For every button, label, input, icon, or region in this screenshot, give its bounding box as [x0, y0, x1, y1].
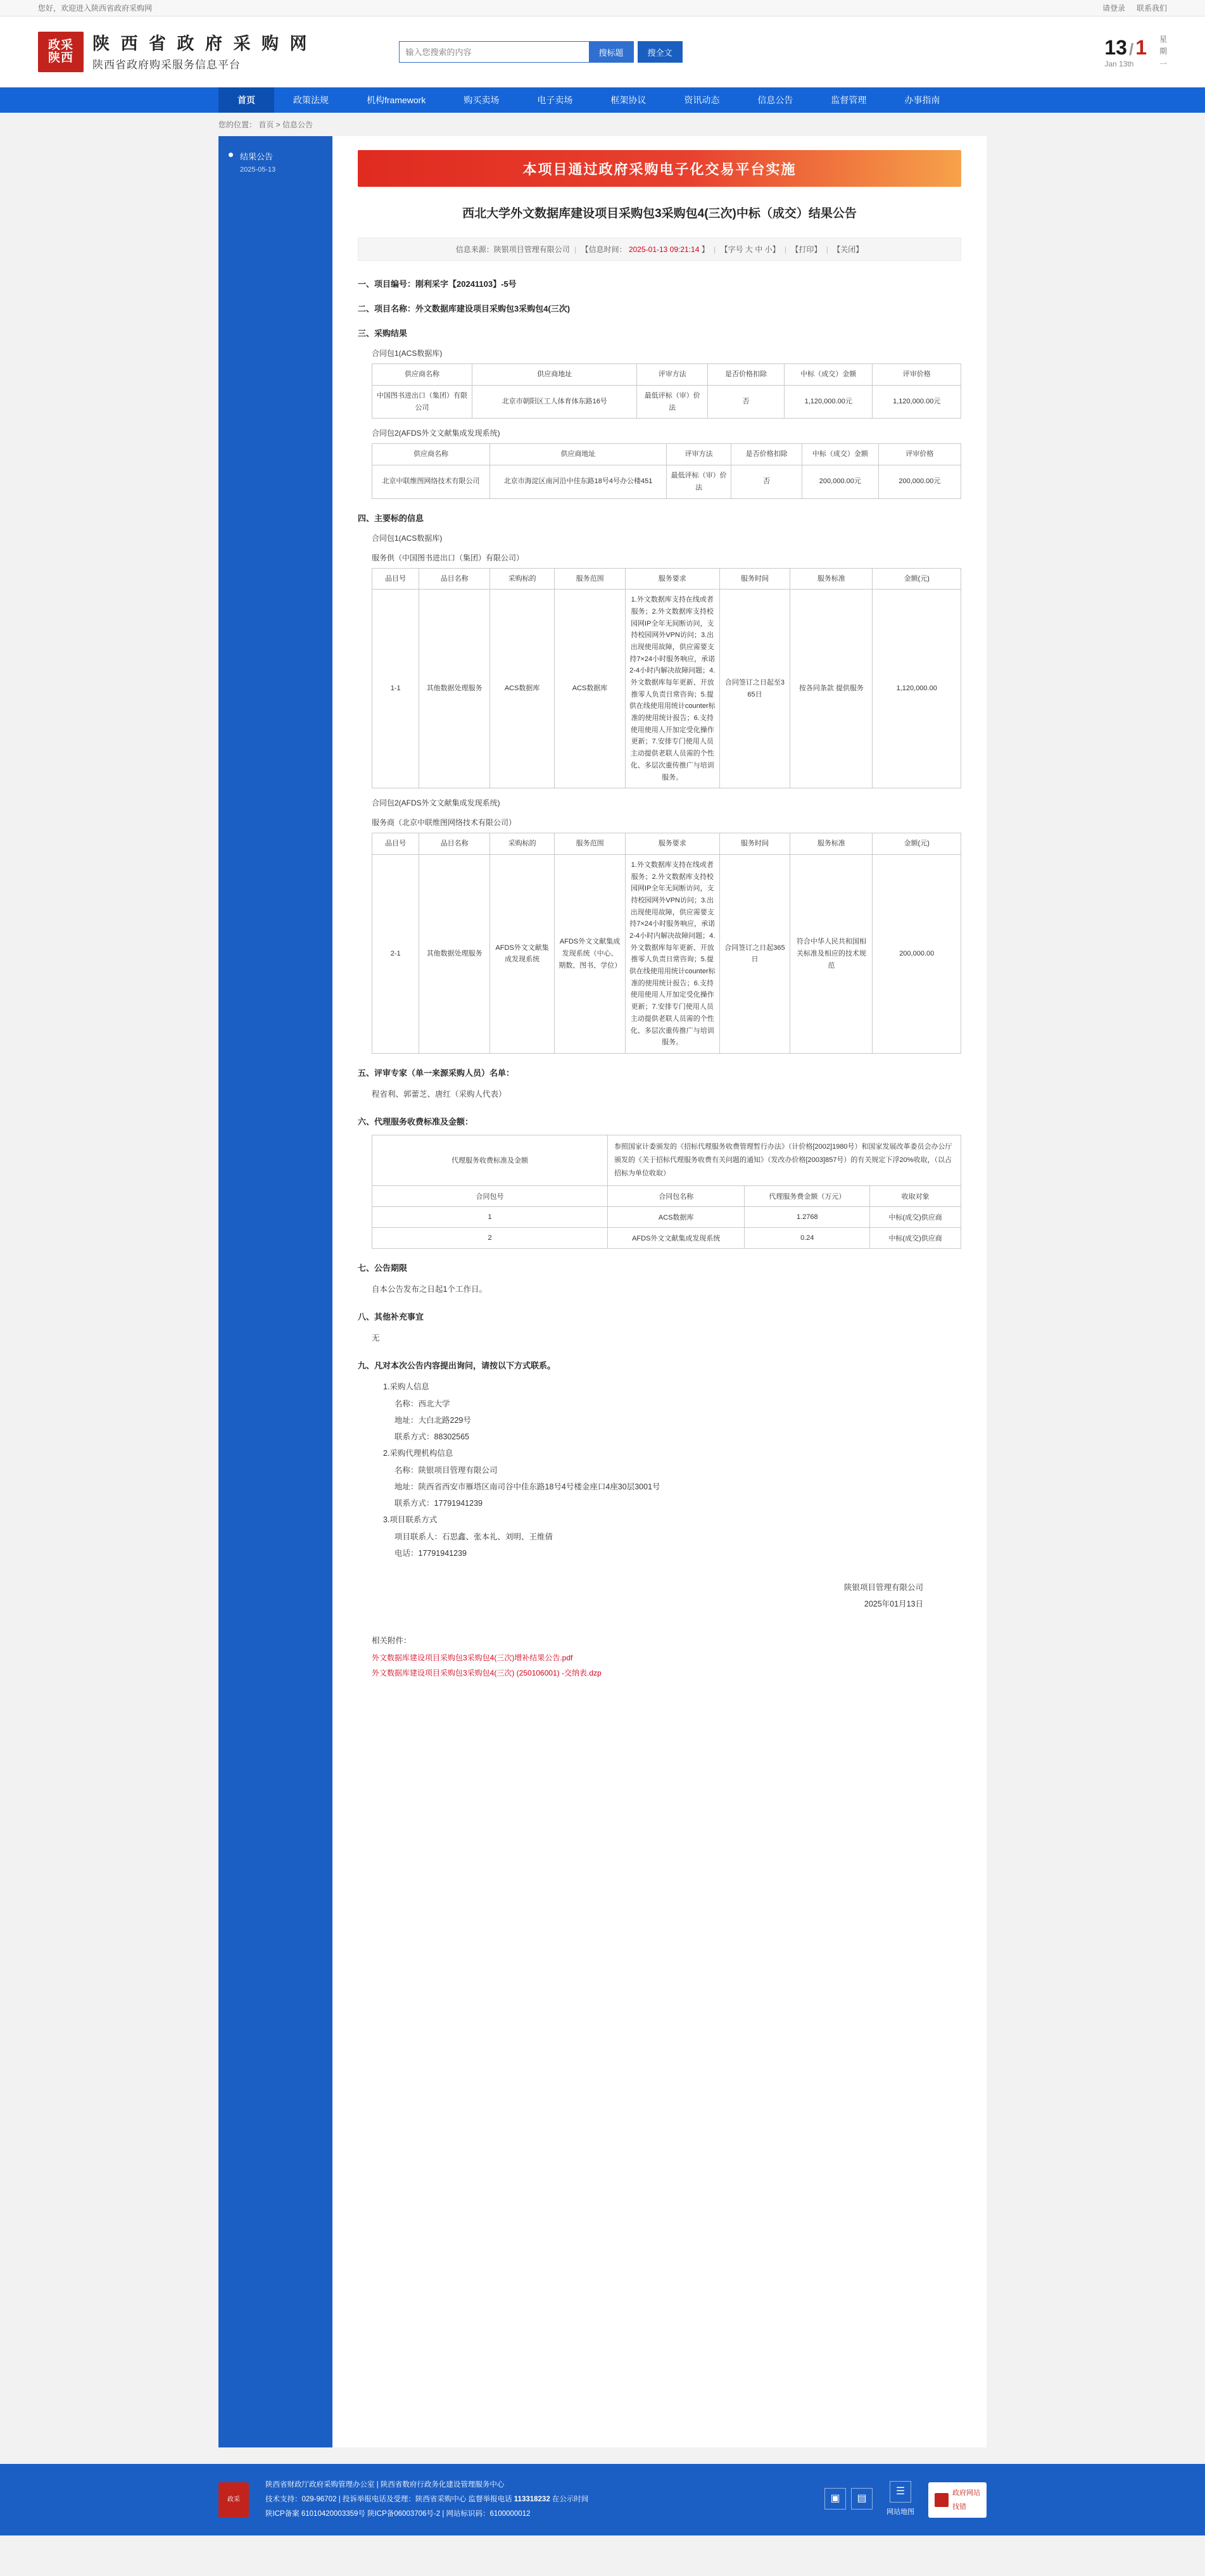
gov-website-badge[interactable] — [928, 2482, 987, 2518]
gov-badge-line1: 政府网站 — [952, 2489, 980, 2497]
col-item-no: 品目号 — [372, 833, 419, 855]
table-row — [372, 590, 961, 788]
agency-fee-table — [372, 1135, 961, 1249]
document-content — [332, 136, 987, 2447]
footer-support-text: 技术支持：029-96702 | 投诉举报电话及受理：陕西省采购中心 — [265, 2496, 467, 2503]
project-contact-persons: 项目联系人：石思鑫、张本礼、刘明、王维倩 — [394, 1532, 553, 1541]
col-amount: 金额(元) — [873, 833, 961, 855]
sidebar — [218, 136, 332, 2447]
cell-package-name: AFDS外文文献集成发现系统 — [608, 1227, 745, 1248]
col-purchase-target: 采购标的 — [489, 568, 554, 590]
col-package-name: 合同包名称 — [608, 1185, 745, 1206]
cell-service-scope: AFDS外文文献集成发现系统（中心、期数、图书、学位） — [555, 854, 626, 1053]
page-title: 西北大学外文数据库建设项目采购包3采购包4(三次)中标（成交）结果公告 — [462, 207, 857, 220]
nav-item-emarket[interactable]: 电子卖场 — [537, 95, 573, 105]
col-item-name: 品目名称 — [419, 568, 490, 590]
package1-supplier-line: 服务供（中国图书进出口（集团）有限公司） — [372, 553, 524, 562]
package2-label: 合同包2(AFDS外文文献集成发现系统) — [372, 429, 500, 438]
section-3-title: 三、采购结果 — [358, 329, 408, 339]
weekday-line2: 期 — [1159, 47, 1167, 56]
cell-supplier-address: 北京市海淀区南河沿中佳东路18号4号办公楼451 — [490, 465, 667, 498]
weekday-block — [1159, 34, 1167, 70]
attachments-title: 相关附件： — [372, 1636, 412, 1645]
sitemap-label: 网站地图 — [886, 2508, 914, 2516]
cell-service-scope: ACS数据库 — [555, 590, 626, 788]
font-size-control[interactable]: 【字号 大 中 小】 — [720, 245, 780, 255]
col-service-requirement: 服务要求 — [625, 568, 719, 590]
top-bar — [0, 0, 1205, 16]
cell-fee-payer: 中标(成交)供应商 — [870, 1206, 961, 1227]
nav-item-news[interactable]: 资讯动态 — [684, 95, 720, 105]
logo-icon: 政采 陕西 — [38, 32, 84, 72]
sitemap-link[interactable] — [886, 2481, 914, 2519]
agency-heading: 2.采购代理机构信息 — [383, 1449, 453, 1458]
col-service-scope: 服务范围 — [555, 568, 626, 590]
footer-phone-suffix: 在公示时间 — [552, 2496, 589, 2503]
cell-fee-amount: 1.2768 — [745, 1206, 870, 1227]
search-input[interactable] — [399, 41, 589, 63]
result-table-package2 — [372, 443, 961, 498]
project-contact-heading: 3.项目联系方式 — [383, 1515, 438, 1525]
site-header — [0, 16, 1205, 87]
date-main — [1104, 36, 1147, 60]
col-supplier-address: 供应商地址 — [490, 444, 667, 465]
section-6-title: 六、代理服务收费标准及金额： — [358, 1117, 474, 1127]
cell-fee-amount: 0.24 — [745, 1227, 870, 1248]
col-price-deduction: 是否价格扣除 — [708, 364, 785, 386]
cell-package-no: 2 — [372, 1227, 608, 1248]
col-price-deduction: 是否价格扣除 — [731, 444, 802, 465]
col-service-requirement: 服务要求 — [625, 833, 719, 855]
package1-goods-label: 合同包1(ACS数据库) — [372, 533, 443, 543]
col-service-scope: 服务范围 — [555, 833, 626, 855]
cell-amount: 1,120,000.00 — [873, 590, 961, 788]
table-row — [372, 1206, 961, 1227]
cell-purchase-target: ACS数据库 — [489, 590, 554, 788]
nav-item-purchase-market[interactable]: 购买卖场 — [464, 95, 500, 105]
search-title-button[interactable]: 搜标题 — [589, 41, 634, 63]
cell-review-price: 1,120,000.00元 — [873, 386, 961, 419]
footer-qr-icons — [824, 2488, 873, 2512]
col-item-name: 品目名称 — [419, 833, 490, 855]
cell-award-amount: 200,000.00元 — [802, 465, 878, 498]
cell-service-standard: 按各同条款 提供服务 — [790, 590, 873, 788]
col-service-standard: 服务标准 — [790, 568, 873, 590]
cell-award-amount: 1,120,000.00元 — [784, 386, 873, 419]
cell-review-method: 最低评标（审）价法 — [637, 386, 708, 419]
section-8-title: 八、其他补充事宜 — [358, 1312, 424, 1322]
cell-review-price: 200,000.00元 — [878, 465, 961, 498]
col-item-no: 品目号 — [372, 568, 419, 590]
col-service-time: 服务时间 — [719, 568, 790, 590]
col-review-price: 评审价格 — [878, 444, 961, 465]
footer-phone: 113318232 — [514, 2496, 550, 2503]
section-2-title: 二、项目名称：外文数据库建设项目采购包3采购包4(三次) — [358, 304, 571, 314]
col-fee-payer: 收取对象 — [870, 1185, 961, 1206]
project-contact-phone: 电话：17791941239 — [394, 1548, 467, 1558]
source-label: 信息来源： — [455, 245, 494, 255]
package2-goods-label: 合同包2(AFDS外文文献集成发现系统) — [372, 799, 500, 808]
nav-item-guide[interactable]: 办事指南 — [904, 95, 940, 105]
cell-package-name: ACS数据库 — [608, 1206, 745, 1227]
agency-contact: 联系方式：17791941239 — [394, 1499, 483, 1508]
search-fulltext-button[interactable]: 搜全文 — [638, 41, 683, 63]
greeting-text: 您好，欢迎进入陕西省政府采购网 — [38, 4, 153, 13]
goods-table-package1 — [372, 568, 961, 789]
logo-text — [92, 31, 310, 73]
col-review-price: 评审价格 — [873, 364, 961, 386]
fee-head-right: 参照国家计委颁发的《招标代理服务收费管理暂行办法》（计价格[2002]1980号）和国家发展改革委员会办公厅颁发的《关于招标代理服务收费有关问题的通知》（发改办价格[2003]857号）的有关规定下浮20%收取，（以占招标为单位收取） — [608, 1135, 961, 1186]
col-fee-amount: 代理服务费金额（万元） — [745, 1185, 870, 1206]
cell-item-no: 2-1 — [372, 854, 419, 1053]
purchaser-name: 名称：西北大学 — [394, 1399, 450, 1408]
gov-seal-label: 政采 — [227, 2496, 240, 2503]
package2-supplier-line: 服务商（北京中联维图网络技术有限公司） — [372, 818, 517, 828]
footer-phone-label: 监督举报电话 — [468, 2496, 512, 2503]
date-day: 13 — [1104, 35, 1127, 59]
table-row — [372, 854, 961, 1053]
platform-banner: 本项目通过政府采购电子化交易平台实施 — [358, 150, 961, 187]
col-award-amount: 中标（成交）金额 — [802, 444, 878, 465]
col-award-amount: 中标（成交）金额 — [784, 364, 873, 386]
nav-item-policy[interactable]: 政策法规 — [293, 95, 329, 105]
nav-item-framework[interactable]: 框架协议 — [610, 95, 647, 105]
section-7-title: 七、公告期限 — [358, 1263, 408, 1273]
agency-name: 名称：陕银项目管理有限公司 — [394, 1465, 498, 1475]
cell-supplier-address: 北京市朝阳区工人体育体东路16号 — [472, 386, 637, 419]
table-header-row — [372, 1185, 961, 1206]
time-label: 【信息时间： — [581, 245, 627, 255]
nav-item-home[interactable]: 首页 — [218, 87, 274, 113]
site-footer — [0, 2464, 1205, 2535]
expert-list: 程省利、郭蕾芝、唐红（采购人代表） — [372, 1089, 507, 1099]
cell-amount: 200,000.00 — [873, 854, 961, 1053]
cell-fee-payer: 中标(成交)供应商 — [870, 1227, 961, 1248]
other-matters-text: 无 — [372, 1334, 380, 1343]
site-logo[interactable] — [38, 31, 310, 73]
announcement-period-text: 自本公告发布之日起1个工作日。 — [372, 1284, 487, 1294]
date-slash: / — [1128, 39, 1134, 59]
col-review-method: 评审方法 — [667, 444, 731, 465]
table-row — [372, 1227, 961, 1248]
footer-right — [824, 2481, 987, 2519]
breadcrumb: 您的位置： 首页 > 信息公告 — [0, 113, 1205, 136]
cell-supplier-name: 北京中联维图网络技术有限公司 — [372, 465, 490, 498]
cell-package-no: 1 — [372, 1206, 608, 1227]
col-service-time: 服务时间 — [719, 833, 790, 855]
cell-item-name: 其他数据处理服务 — [419, 854, 490, 1053]
sidebar-item-label: 结果公告 — [240, 152, 274, 161]
purchaser-heading: 1.采购人信息 — [383, 1382, 429, 1392]
agency-address: 地址：陕西省西安市雁塔区南司谷中佳东路18号4号楼金座口4座30层3001号 — [394, 1482, 660, 1491]
col-supplier-name: 供应商名称 — [372, 364, 472, 386]
cell-service-requirement: 1.外文数据库支持在线或者服务；2.外文数据库支持校园网IP全年无间断访问，支持校园网外VPN访问；3.出出现使用故障，供应需要支持7×24小时服务响应，承诺2-4小时内解决故障问题；4.外文数据库每年更新、开放推零人负责日常咨询；5.提供在线使用用统计counter标准的使用统计报告；6.支持使用使用人开加定受化操作更新；7.安排专门使用人员主动提供老联人员需的个性化、多层次重传推广与培训服务。 — [625, 854, 719, 1053]
source-value: 陕银项目管理有限公司 — [493, 245, 570, 255]
cell-purchase-target: AFDS外文文献集成发现系统 — [489, 854, 554, 1053]
cell-service-standard: 符合中华人民共和国相关标准及相应的技术规范 — [790, 854, 873, 1053]
signature-date: 2025年01月13日 — [864, 1600, 923, 1609]
logo-line2: 陕西省政府购采服务信息平台 — [92, 58, 241, 71]
footer-line-1: 陕西省财政厅政府采购管理办公室 | 陕西省数府行政务化建设管理服务中心 — [265, 2481, 505, 2489]
purchaser-contact: 联系方式：88302565 — [394, 1432, 470, 1442]
date-block — [1104, 34, 1167, 70]
bullet-icon — [229, 153, 233, 157]
goods-table-package2 — [372, 833, 961, 1054]
col-purchase-target: 采购标的 — [489, 833, 554, 855]
cell-supplier-name: 中国图书进出口（集团）有限公司 — [372, 386, 472, 419]
section-9-title: 九、凡对本次公告内容提出询问，请按以下方式联系。 — [358, 1361, 556, 1371]
cell-price-deduction: 否 — [731, 465, 802, 498]
gov-badge-icon — [935, 2493, 949, 2507]
col-service-standard: 服务标准 — [790, 833, 873, 855]
page-body — [0, 136, 1205, 2447]
fee-head-left: 代理服务收费标准及金额 — [372, 1135, 608, 1186]
section-1-title: 一、项目编号：刚利采字【20241103】-5号 — [358, 279, 517, 289]
result-table-package1 — [372, 363, 961, 419]
sidebar-item-result-announcement[interactable] — [218, 136, 332, 190]
fee-table-head-row — [372, 1135, 961, 1186]
time-end: 】 — [701, 245, 709, 255]
col-amount: 金额(元) — [873, 568, 961, 590]
cell-service-time: 合同签订之日起至365日 — [719, 590, 790, 788]
purchaser-address: 地址：大白北路229号 — [394, 1415, 471, 1425]
sitemap-icon: ☰ — [890, 2481, 911, 2503]
section-4-title: 四、主要标的信息 — [358, 513, 424, 523]
cell-review-method: 最低评标（审）价法 — [667, 465, 731, 498]
package1-label: 合同包1(ACS数据库) — [372, 349, 443, 358]
logo-line1: 陕 西 省 政 府 采 购 网 — [92, 34, 310, 53]
col-package-no: 合同包号 — [372, 1185, 608, 1206]
close-button[interactable]: 【关闭】 — [833, 245, 864, 255]
nav-item-announcements[interactable]: 信息公告 — [757, 95, 793, 105]
cell-item-no: 1-1 — [372, 590, 419, 788]
nav-item-org[interactable]: 机构framework — [367, 95, 426, 105]
sidebar-item-date: 2025-05-13 — [240, 166, 276, 174]
signature-org: 陕银项目管理有限公司 — [843, 1583, 923, 1593]
footer-line-2 — [265, 2492, 808, 2507]
nav-item-supervision[interactable]: 监督管理 — [831, 95, 867, 105]
attachment-link-1[interactable]: 外文数据库建设项目采购包3采购包4(三次)增补结果公告.pdf — [372, 1653, 573, 1662]
cell-price-deduction: 否 — [708, 386, 785, 419]
table-header-row — [372, 833, 961, 855]
footer-info — [265, 2478, 808, 2522]
cell-service-requirement: 1.外文数据库支持在线或者服务；2.外文数据库支持校园网IP全年无间断访问，支持校园网外VPN访问；3.出出现使用故障，供应需要支持7×24小时服务响应，承诺2-4小时内解决故障问题；4.外文数据库每年更新、开放推零人负责日常咨询；5.提供在线使用用统计counter标准的使用统计报告；6.支持使用使用人开加定受化操作更新；7.安排专门使用人员主动提供老联人员需的个性化、多层次重传推广与培训服务。 — [625, 590, 719, 788]
weekday-line3: 一 — [1159, 59, 1167, 68]
top-bar-links — [1102, 3, 1167, 13]
col-supplier-name: 供应商名称 — [372, 444, 490, 465]
time-value: 2025-01-13 09:21:14 — [628, 245, 700, 255]
footer-line-3: 陕ICP备案 61010420003359号 陕ICP备06003706号-2 | 网站标识码：6100000012 — [265, 2510, 531, 2518]
col-supplier-address: 供应商地址 — [472, 364, 637, 386]
login-link[interactable]: 请登录 — [1102, 4, 1125, 13]
signature-block — [358, 1579, 923, 1613]
weekday-line1: 星 — [1159, 35, 1167, 44]
table-header-row — [372, 364, 961, 386]
cell-service-time: 合同签订之日起365日 — [719, 854, 790, 1053]
wechat-qr-icon[interactable]: ▣ — [824, 2488, 846, 2512]
attachment-link-2[interactable]: 外文数据库建设项目采购包3采购包4(三次) (250106001) -交纳表.dzp — [372, 1668, 602, 1677]
table-row — [372, 386, 961, 419]
table-header-row — [372, 568, 961, 590]
table-row — [372, 465, 961, 498]
main-nav — [0, 87, 1205, 113]
section-5-title: 五、评审专家（单一来源采购人员）名单： — [358, 1068, 515, 1078]
col-review-method: 评审方法 — [637, 364, 708, 386]
date-sub: Jan 13th — [1104, 59, 1134, 68]
date-month: 1 — [1135, 35, 1147, 59]
table-header-row — [372, 444, 961, 465]
cell-item-name: 其他数据处理服务 — [419, 590, 490, 788]
mobile-qr-icon[interactable]: ▤ — [851, 2488, 873, 2512]
document-meta-bar: 信息来源：陕银项目管理有限公司 | 【信息时间： 2025-01-13 09:21:14 】 | 【字号 大 中 小】 | 【打印】 | 【关闭】 — [358, 237, 961, 261]
search-area — [399, 41, 683, 63]
contact-link[interactable]: 联系我们 — [1136, 4, 1167, 13]
gov-seal-icon — [218, 2482, 249, 2518]
print-button[interactable]: 【打印】 — [791, 245, 822, 255]
gov-badge-line2: 找错 — [952, 2503, 966, 2511]
